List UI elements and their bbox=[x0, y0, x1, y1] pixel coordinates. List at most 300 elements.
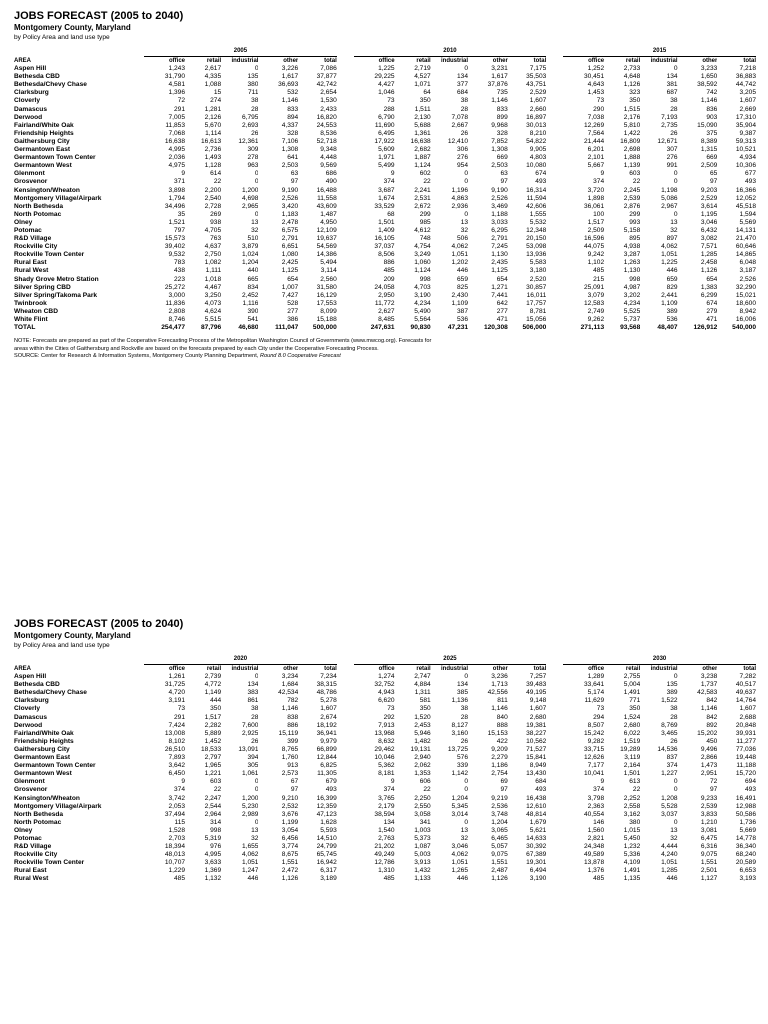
cell-total-2010: 53,098 bbox=[526, 243, 547, 251]
cell-total-2030: 77,036 bbox=[735, 745, 756, 753]
cell-total-2030: 40,517 bbox=[735, 681, 756, 689]
cell-industrial-2020: 1,051 bbox=[241, 859, 259, 867]
spacer-cell bbox=[546, 655, 563, 665]
cell-office-2005: 438 bbox=[174, 267, 186, 275]
cell-retail-2010: 1,124 bbox=[414, 267, 431, 275]
cell-other-2015: 6,299 bbox=[700, 291, 718, 299]
cell-office-2015: 2,509 bbox=[587, 226, 605, 234]
cell-industrial-2020: 383 bbox=[247, 689, 259, 697]
cell-retail-2020: 4,772 bbox=[204, 681, 222, 689]
area-name: R&D Village bbox=[14, 235, 52, 243]
cell-office-2015: 1,517 bbox=[587, 218, 605, 226]
source-italic: Round 8.0 Cooperative Forecast bbox=[259, 353, 341, 360]
table-row bbox=[14, 697, 756, 705]
cell-industrial-2005: 834 bbox=[247, 283, 259, 291]
cell-total-2010: 17,757 bbox=[526, 299, 547, 307]
cell-total-2005: 9,348 bbox=[320, 146, 337, 154]
cell-total-2015: 1,594 bbox=[739, 210, 756, 218]
spacer-cell bbox=[546, 219, 563, 227]
cell-total-2005: 2,654 bbox=[320, 89, 337, 97]
cell-total-2005: 2,433 bbox=[320, 105, 337, 113]
cell-retail-2015: 2,176 bbox=[623, 113, 641, 121]
spacer-cell bbox=[546, 203, 563, 211]
spacer-cell bbox=[337, 97, 354, 105]
table-row bbox=[14, 738, 756, 746]
cell-other-2015: 2,529 bbox=[700, 194, 718, 202]
table-row bbox=[14, 746, 756, 754]
cell-total-2015: 4,934 bbox=[739, 154, 756, 162]
spacer-cell bbox=[546, 267, 563, 275]
cell-industrial-2020: 446 bbox=[247, 875, 259, 883]
cell-other-2030: 72 bbox=[709, 778, 718, 786]
cell-industrial-2025: 13,725 bbox=[447, 745, 469, 753]
cell-total-2015: 9,387 bbox=[739, 129, 756, 137]
cell-retail-2005: 614 bbox=[210, 170, 222, 178]
area-name: Olney bbox=[14, 218, 33, 226]
cell-other-2030: 1,146 bbox=[700, 705, 718, 713]
cell-total-2010: 30,013 bbox=[526, 121, 547, 129]
cell-office-2005: 797 bbox=[174, 226, 186, 234]
column-header-office: office bbox=[378, 666, 395, 672]
cell-industrial-2015: 4,062 bbox=[661, 243, 678, 251]
cell-office-2025: 9 bbox=[390, 778, 395, 786]
cell-total-2015: 21,470 bbox=[735, 235, 756, 243]
cell-other-2020: 3,054 bbox=[281, 826, 299, 834]
cell-industrial-2005: 2,693 bbox=[241, 121, 259, 129]
cell-total-2005: 2,560 bbox=[320, 275, 337, 283]
table-row bbox=[14, 97, 756, 105]
spacer-cell bbox=[337, 746, 354, 754]
spacer-cell bbox=[337, 722, 354, 730]
cell-total-2010: 7,175 bbox=[529, 65, 547, 73]
spacer-cell bbox=[546, 195, 563, 203]
report-subtitle: by Policy Area and land use type bbox=[14, 642, 110, 649]
cell-industrial-2015: 1,225 bbox=[661, 259, 678, 267]
report-title: JOBS FORECAST (2005 to 2040) bbox=[14, 10, 184, 22]
cell-industrial-2005: 26 bbox=[251, 129, 259, 137]
spacer-cell bbox=[546, 827, 563, 835]
cell-retail-2020: 5,319 bbox=[204, 834, 222, 842]
cell-office-2010: 6,790 bbox=[378, 113, 395, 121]
area-name: Cloverly bbox=[14, 705, 41, 713]
cell-total-2005: 15,188 bbox=[316, 316, 337, 323]
cell-industrial-2005: 38 bbox=[251, 97, 259, 105]
cell-office-2005: 223 bbox=[174, 275, 186, 283]
cell-office-2025: 134 bbox=[383, 818, 395, 826]
cell-total-2010: 12,348 bbox=[526, 226, 547, 234]
cell-other-2010: 1,188 bbox=[491, 210, 508, 218]
cell-other-2030: 1,737 bbox=[700, 681, 718, 689]
cell-industrial-2030: 446 bbox=[666, 875, 678, 883]
cell-office-2005: 2,036 bbox=[168, 154, 186, 162]
cell-other-2025: 6,465 bbox=[491, 834, 508, 842]
cell-retail-2030: 1,524 bbox=[623, 713, 641, 721]
spacer-cell bbox=[546, 89, 563, 97]
cell-industrial-2020: 0 bbox=[254, 818, 259, 826]
cell-office-2005: 35 bbox=[177, 210, 186, 218]
cell-other-2015: 1,383 bbox=[700, 283, 718, 291]
cell-industrial-2025: 8,127 bbox=[451, 721, 469, 729]
cell-total-2020: 9,979 bbox=[320, 737, 337, 745]
cell-office-2025: 485 bbox=[383, 875, 395, 883]
cell-other-2015: 1,195 bbox=[700, 210, 718, 218]
area-name: Twinbrook bbox=[14, 299, 47, 307]
cell-total-2010: 4,803 bbox=[529, 154, 547, 162]
cell-retail-2015: 1,422 bbox=[623, 129, 641, 137]
column-header-industrial: industrial bbox=[650, 58, 678, 64]
cell-other-2015: 3,082 bbox=[700, 235, 718, 243]
cell-other-2025: 9,075 bbox=[491, 851, 508, 859]
table-row bbox=[14, 106, 756, 114]
spacer-cell bbox=[546, 738, 563, 746]
cell-office-2005: 254,477 bbox=[161, 324, 186, 332]
cell-total-2005: 54,569 bbox=[316, 243, 337, 251]
cell-total-2015: 3,205 bbox=[739, 89, 756, 97]
cell-office-2030: 10,041 bbox=[583, 770, 605, 778]
cell-office-2015: 215 bbox=[593, 275, 605, 283]
cell-office-2025: 10,046 bbox=[374, 754, 395, 762]
cell-other-2015: 674 bbox=[706, 299, 718, 307]
cell-other-2015: 3,614 bbox=[700, 202, 718, 210]
cell-retail-2025: 341 bbox=[419, 818, 431, 826]
cell-total-2020: 5,593 bbox=[320, 826, 337, 834]
cell-industrial-2005: 309 bbox=[247, 146, 259, 154]
cell-total-2015: 15,021 bbox=[735, 291, 756, 299]
area-name: Bethesda CBD bbox=[14, 73, 60, 81]
cell-other-2025: 1,186 bbox=[491, 762, 508, 770]
cell-industrial-2005: 28 bbox=[251, 105, 259, 113]
area-name: Germantown Town Center bbox=[14, 154, 96, 162]
cell-total-2015: 14,131 bbox=[735, 226, 756, 234]
cell-retail-2010: 2,682 bbox=[414, 146, 431, 154]
cell-total-2020: 1,628 bbox=[320, 818, 337, 826]
cell-total-2010: 15,056 bbox=[526, 316, 547, 323]
cell-other-2030: 6,475 bbox=[700, 834, 718, 842]
area-name: Rural East bbox=[14, 259, 47, 267]
cell-office-2025: 21,202 bbox=[374, 843, 395, 851]
cell-retail-2030: 1,501 bbox=[623, 770, 641, 778]
cell-other-2005: 1,146 bbox=[281, 97, 299, 105]
table-row bbox=[14, 300, 756, 308]
cell-total-2010: 8,210 bbox=[529, 129, 547, 137]
cell-retail-2025: 581 bbox=[419, 697, 431, 705]
cell-retail-2025: 2,062 bbox=[414, 762, 431, 770]
cell-other-2030: 1,210 bbox=[700, 818, 718, 826]
cell-other-2030: 9,496 bbox=[700, 745, 718, 753]
cell-retail-2010: 2,241 bbox=[414, 186, 431, 194]
cell-office-2020: 4,720 bbox=[168, 689, 186, 697]
cell-total-2020: 3,189 bbox=[320, 875, 337, 883]
cell-industrial-2030: 5,528 bbox=[661, 802, 678, 810]
cell-retail-2010: 2,531 bbox=[414, 194, 431, 202]
cell-industrial-2015: 0 bbox=[673, 178, 678, 186]
spacer-cell bbox=[337, 819, 354, 827]
cell-office-2025: 49,249 bbox=[374, 851, 395, 859]
cell-other-2015: 742 bbox=[706, 89, 718, 97]
cell-retail-2030: 6,022 bbox=[623, 729, 641, 737]
spacer-cell bbox=[546, 81, 563, 89]
cell-other-2005: 6,575 bbox=[281, 226, 299, 234]
spacer-cell bbox=[546, 235, 563, 243]
cell-total-2010: 2,660 bbox=[529, 105, 547, 113]
spacer-cell bbox=[546, 754, 563, 762]
cell-retail-2015: 998 bbox=[629, 275, 641, 283]
cell-total-2015: 1,607 bbox=[739, 97, 756, 105]
cell-other-2015: 8,389 bbox=[700, 137, 718, 145]
area-name: Germantown West bbox=[14, 770, 72, 778]
column-header-office: office bbox=[378, 58, 395, 64]
cell-total-2010: 493 bbox=[535, 178, 547, 186]
cell-other-2020: 6,456 bbox=[281, 834, 299, 842]
cell-office-2010: 37,037 bbox=[374, 243, 395, 251]
cell-other-2025: 2,279 bbox=[491, 754, 508, 762]
cell-office-2015: 485 bbox=[593, 267, 605, 275]
cell-retail-2015: 2,698 bbox=[623, 146, 641, 154]
cell-retail-2005: 938 bbox=[210, 218, 222, 226]
spacer-cell bbox=[546, 665, 563, 674]
spacer-cell bbox=[546, 178, 563, 186]
cell-other-2010: 1,271 bbox=[491, 283, 508, 291]
cell-retail-2010: 3,190 bbox=[414, 291, 431, 299]
cell-other-2020: 15,119 bbox=[278, 729, 299, 737]
spacer-cell bbox=[337, 146, 354, 154]
area-name: Rockville City bbox=[14, 243, 58, 251]
cell-industrial-2015: 0 bbox=[673, 65, 678, 73]
cell-total-2030: 39,931 bbox=[735, 729, 756, 737]
cell-retail-2025: 2,747 bbox=[414, 673, 431, 681]
cell-total-2020: 6,317 bbox=[320, 867, 337, 875]
cell-industrial-2030: 837 bbox=[666, 754, 678, 762]
cell-industrial-2005: 665 bbox=[247, 275, 259, 283]
spacer-cell bbox=[337, 219, 354, 227]
column-header-retail: retail bbox=[206, 666, 222, 672]
column-header-industrial: industrial bbox=[441, 666, 469, 672]
cell-office-2010: 3,687 bbox=[378, 186, 395, 194]
cell-other-2010: 7,441 bbox=[491, 291, 508, 299]
cell-other-2010: 328 bbox=[496, 129, 508, 137]
cell-office-2010: 17,922 bbox=[374, 137, 395, 145]
table-row bbox=[14, 187, 756, 195]
cell-total-2015: 59,313 bbox=[735, 137, 756, 145]
spacer-cell bbox=[337, 276, 354, 284]
area-name: Cloverly bbox=[14, 97, 41, 105]
cell-office-2005: 3,898 bbox=[168, 186, 186, 194]
cell-total-2005: 4,448 bbox=[320, 154, 337, 162]
source-line bbox=[14, 353, 756, 361]
column-header-total: total bbox=[324, 666, 337, 672]
cell-other-2020: 2,472 bbox=[281, 867, 299, 875]
cell-retail-2005: 4,335 bbox=[204, 73, 222, 81]
cell-total-2010: 16,314 bbox=[526, 186, 547, 194]
cell-office-2005: 34,496 bbox=[164, 202, 186, 210]
cell-retail-2020: 2,964 bbox=[204, 810, 222, 818]
cell-office-2015: 6,201 bbox=[587, 146, 605, 154]
cell-industrial-2005: 1,116 bbox=[242, 299, 259, 307]
cell-retail-2030: 1,015 bbox=[623, 826, 641, 834]
cell-other-2010: 1,308 bbox=[491, 146, 508, 154]
cell-other-2005: 532 bbox=[287, 89, 299, 97]
cell-other-2005: 6,651 bbox=[281, 243, 299, 251]
cell-retail-2025: 2,453 bbox=[414, 721, 431, 729]
cell-other-2025: 888 bbox=[496, 721, 508, 729]
cell-office-2020: 13,008 bbox=[164, 729, 186, 737]
cell-other-2015: 7,571 bbox=[700, 243, 718, 251]
cell-retail-2030: 2,755 bbox=[623, 673, 641, 681]
area-name: North Potomac bbox=[14, 210, 62, 218]
cell-industrial-2030: 1,285 bbox=[661, 867, 678, 875]
cell-industrial-2010: 26 bbox=[460, 129, 469, 137]
spacer-cell bbox=[337, 114, 354, 122]
county-name: Montgomery County, Maryland bbox=[14, 23, 131, 32]
table-row bbox=[14, 835, 756, 843]
spacer-cell bbox=[546, 730, 563, 738]
cell-industrial-2030: 1,051 bbox=[661, 859, 678, 867]
cell-industrial-2015: 134 bbox=[666, 73, 678, 81]
area-name: Glenmont bbox=[14, 170, 45, 178]
area-name: Fairland/White Oak bbox=[14, 729, 74, 737]
spacer-cell bbox=[337, 714, 354, 722]
cell-industrial-2005: 2,452 bbox=[241, 291, 259, 299]
column-header-other: other bbox=[702, 58, 718, 64]
cell-office-2025: 1,274 bbox=[378, 673, 395, 681]
spacer-cell bbox=[546, 57, 563, 66]
area-name: Damascus bbox=[14, 105, 47, 113]
cell-office-2025: 1,540 bbox=[378, 826, 395, 834]
cell-retail-2010: 350 bbox=[419, 97, 431, 105]
cell-retail-2010: 2,719 bbox=[414, 65, 431, 73]
cell-office-2030: 49,589 bbox=[583, 851, 605, 859]
cell-office-2010: 1,674 bbox=[378, 194, 395, 202]
cell-retail-2015: 3,202 bbox=[623, 291, 641, 299]
cell-total-2025: 19,381 bbox=[526, 721, 547, 729]
cell-total-2030: 14,764 bbox=[735, 697, 756, 705]
cell-retail-2025: 3,913 bbox=[414, 859, 431, 867]
cell-total-2030: 7,282 bbox=[739, 673, 756, 681]
cell-other-2015: 1,126 bbox=[700, 267, 718, 275]
cell-industrial-2010: 536 bbox=[457, 316, 469, 323]
cell-total-2020: 14,510 bbox=[316, 834, 337, 842]
cell-industrial-2020: 32 bbox=[251, 834, 259, 842]
cell-retail-2005: 2,126 bbox=[204, 113, 222, 121]
cell-industrial-2025: 385 bbox=[457, 689, 469, 697]
cell-total-2030: 15,720 bbox=[735, 770, 756, 778]
cell-other-2005: 2,503 bbox=[281, 162, 299, 170]
cell-office-2025: 1,310 bbox=[378, 867, 395, 875]
cell-retail-2010: 1,887 bbox=[414, 154, 431, 162]
total-row bbox=[14, 324, 756, 332]
table-row bbox=[14, 267, 756, 275]
cell-other-2025: 2,536 bbox=[491, 802, 508, 810]
cell-industrial-2015: 0 bbox=[673, 170, 678, 178]
cell-office-2005: 1,521 bbox=[168, 218, 186, 226]
table-row bbox=[14, 778, 756, 786]
cell-total-2030: 1,736 bbox=[739, 818, 756, 826]
cell-total-2005: 8,099 bbox=[320, 307, 337, 315]
cell-total-2010: 5,532 bbox=[529, 218, 547, 226]
cell-industrial-2015: 12,671 bbox=[657, 137, 678, 145]
cell-office-2005: 7,005 bbox=[168, 113, 186, 121]
spacer-cell bbox=[337, 57, 354, 66]
cell-total-2030: 50,586 bbox=[735, 810, 756, 818]
cell-industrial-2005: 278 bbox=[247, 154, 259, 162]
cell-total-2020: 2,674 bbox=[320, 713, 337, 721]
cell-other-2030: 9,233 bbox=[700, 794, 718, 802]
cell-retail-2015: 1,130 bbox=[623, 267, 641, 275]
cell-total-2030: 68,240 bbox=[735, 851, 756, 859]
cell-office-2020: 3,642 bbox=[168, 762, 186, 770]
cell-total-2010: 20,150 bbox=[526, 235, 547, 243]
cell-industrial-2030: 4,240 bbox=[661, 851, 678, 859]
cell-office-2005: 39,402 bbox=[164, 243, 186, 251]
spacer-cell bbox=[546, 227, 563, 235]
cell-office-2010: 68 bbox=[387, 210, 395, 218]
cell-industrial-2015: 32 bbox=[670, 226, 678, 234]
cell-industrial-2030: 0 bbox=[673, 778, 678, 786]
cell-industrial-2005: 1,024 bbox=[241, 251, 259, 259]
cell-industrial-2005: 46,680 bbox=[238, 324, 259, 332]
cell-other-2025: 15,153 bbox=[487, 729, 508, 737]
table-row bbox=[14, 81, 756, 89]
cell-industrial-2005: 12,361 bbox=[238, 137, 259, 145]
cell-office-2015: 9,242 bbox=[587, 251, 605, 259]
cell-total-2015: 10,306 bbox=[735, 162, 756, 170]
cell-total-2030: 14,778 bbox=[735, 834, 756, 842]
forecast-table-2020-2030 bbox=[14, 655, 756, 884]
area-name: Potomac bbox=[14, 834, 42, 842]
cell-office-2010: 2,950 bbox=[378, 291, 395, 299]
table-row bbox=[14, 292, 756, 300]
cell-retail-2030: 613 bbox=[629, 778, 641, 786]
cell-other-2030: 892 bbox=[706, 721, 718, 729]
cell-office-2020: 485 bbox=[174, 875, 186, 883]
cell-total-2020: 16,942 bbox=[316, 859, 337, 867]
cell-retail-2015: 895 bbox=[629, 235, 641, 243]
area-name: Germantown West bbox=[14, 162, 72, 170]
cell-other-2015: 471 bbox=[706, 316, 718, 323]
cell-retail-2015: 2,245 bbox=[623, 186, 641, 194]
cell-total-2020: 66,899 bbox=[316, 745, 337, 753]
cell-industrial-2015: 389 bbox=[666, 307, 678, 315]
cell-other-2005: 1,183 bbox=[281, 210, 299, 218]
jobs-forecast-section-1 bbox=[14, 10, 756, 361]
cell-office-2030: 3,798 bbox=[587, 794, 605, 802]
cell-retail-2020: 1,452 bbox=[204, 737, 222, 745]
cell-office-2015: 7,564 bbox=[587, 129, 605, 137]
column-header-retail: retail bbox=[206, 58, 222, 64]
cell-retail-2020: 2,544 bbox=[204, 802, 222, 810]
cell-retail-2030: 4,109 bbox=[623, 859, 641, 867]
cell-industrial-2015: 2,967 bbox=[661, 202, 678, 210]
cell-total-2005: 17,553 bbox=[316, 299, 337, 307]
table-row bbox=[14, 227, 756, 235]
year-2020: 2020 bbox=[144, 655, 337, 665]
area-name: Kensington/Wheaton bbox=[14, 186, 80, 194]
cell-retail-2030: 380 bbox=[629, 818, 641, 826]
cell-office-2010: 288 bbox=[383, 105, 395, 113]
spacer-cell bbox=[337, 803, 354, 811]
cell-industrial-2025: 4,062 bbox=[451, 851, 469, 859]
spacer-cell bbox=[337, 324, 354, 332]
spacer-cell bbox=[337, 655, 354, 665]
cell-office-2015: 2,749 bbox=[587, 307, 605, 315]
spacer-cell bbox=[337, 738, 354, 746]
cell-office-2025: 12,786 bbox=[374, 859, 395, 867]
cell-retail-2005: 4,073 bbox=[204, 299, 222, 307]
cell-total-2005: 5,494 bbox=[320, 259, 337, 267]
cell-other-2005: 277 bbox=[287, 307, 299, 315]
cell-total-2020: 7,234 bbox=[320, 673, 337, 681]
cell-industrial-2010: 306 bbox=[457, 146, 469, 154]
